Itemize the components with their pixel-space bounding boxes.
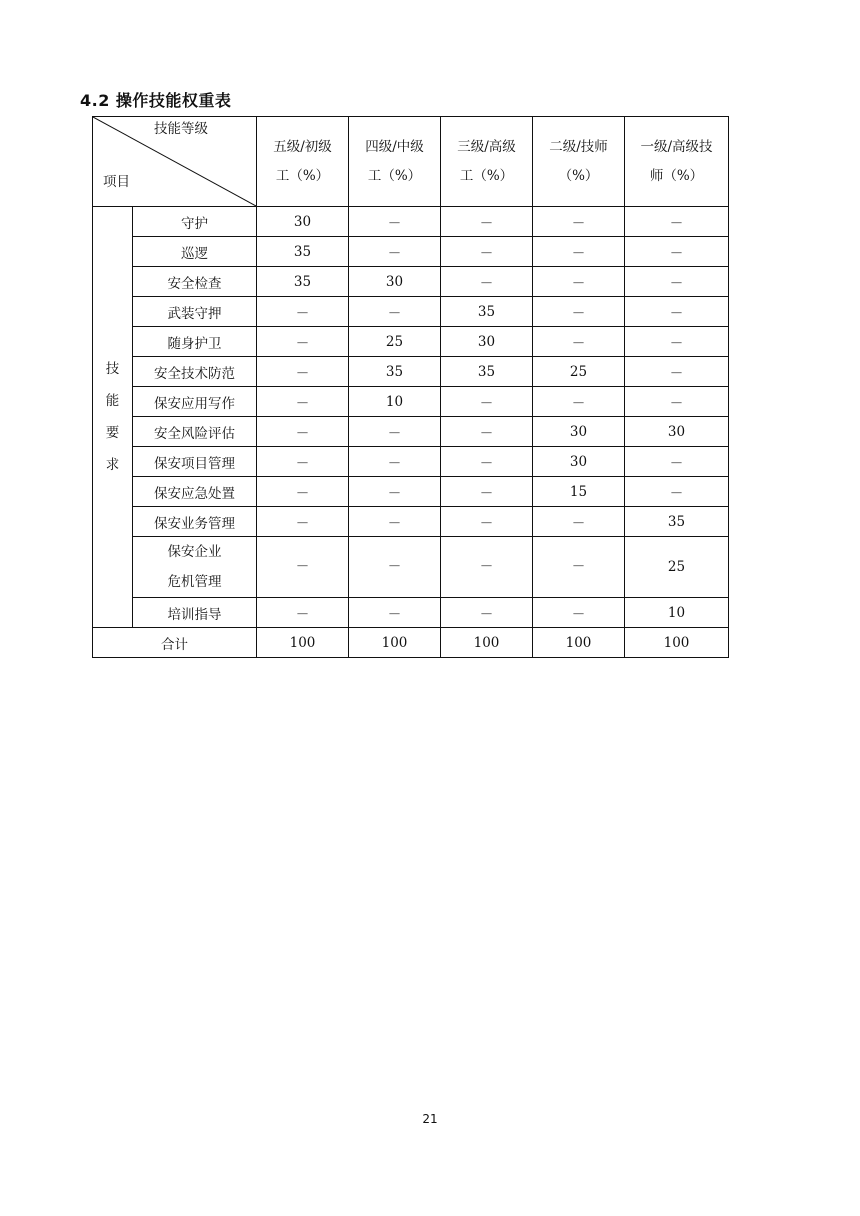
column-header-level2 bbox=[533, 117, 625, 207]
table-cell: － bbox=[441, 507, 533, 537]
table-cell: 25 bbox=[349, 327, 441, 357]
table-cell: 30 bbox=[441, 327, 533, 357]
table-cell: － bbox=[257, 598, 349, 628]
table-row bbox=[93, 207, 729, 237]
column-header-level5 bbox=[257, 117, 349, 207]
table-cell: － bbox=[533, 327, 625, 357]
table-cell: － bbox=[257, 327, 349, 357]
column-header-line1: 五级/初级 bbox=[273, 138, 332, 155]
table-cell: － bbox=[625, 477, 729, 507]
header-row bbox=[93, 117, 729, 207]
table-row bbox=[93, 237, 729, 267]
table-cell: － bbox=[533, 207, 625, 237]
table-cell: 35 bbox=[257, 267, 349, 297]
table-cell: － bbox=[349, 537, 441, 598]
column-header-line1: 三级/高级 bbox=[457, 138, 516, 155]
table-cell: － bbox=[257, 387, 349, 417]
row-label: 安全技术防范 bbox=[133, 357, 257, 387]
row-label: 保安项目管理 bbox=[133, 447, 257, 477]
row-label: 守护 bbox=[133, 207, 257, 237]
row-label: 保安业务管理 bbox=[133, 507, 257, 537]
table-cell: － bbox=[441, 207, 533, 237]
table-cell: 30 bbox=[257, 207, 349, 237]
corner-item-label: 项目 bbox=[103, 174, 130, 190]
skill-weight-table bbox=[92, 116, 729, 658]
row-label-line2: 危机管理 bbox=[167, 574, 222, 590]
table-cell: 35 bbox=[625, 507, 729, 537]
row-label: 安全风险评估 bbox=[133, 417, 257, 447]
total-cell: 100 bbox=[533, 628, 625, 658]
table-row bbox=[93, 507, 729, 537]
table-cell: － bbox=[625, 267, 729, 297]
table-cell: 30 bbox=[533, 417, 625, 447]
table-cell: 15 bbox=[533, 477, 625, 507]
row-label: 安全检查 bbox=[133, 267, 257, 297]
total-label: 合计 bbox=[93, 628, 257, 658]
table-cell: 10 bbox=[625, 598, 729, 628]
table-cell: － bbox=[441, 267, 533, 297]
group-label-cell bbox=[93, 207, 133, 628]
table-cell: － bbox=[349, 207, 441, 237]
column-header-level4 bbox=[349, 117, 441, 207]
table-cell: 25 bbox=[625, 537, 729, 598]
column-header-level1 bbox=[625, 117, 729, 207]
table-cell: － bbox=[625, 357, 729, 387]
table-row bbox=[93, 537, 729, 598]
table-cell: － bbox=[533, 387, 625, 417]
table-cell: 30 bbox=[349, 267, 441, 297]
row-label: 随身护卫 bbox=[133, 327, 257, 357]
table-cell: 35 bbox=[257, 237, 349, 267]
corner-skill-level-label: 技能等级 bbox=[154, 121, 208, 137]
column-header-line2: （%） bbox=[558, 167, 599, 184]
table-cell: － bbox=[441, 237, 533, 267]
column-header-line1: 二级/技师 bbox=[549, 138, 608, 155]
table-row bbox=[93, 357, 729, 387]
table-cell: 30 bbox=[533, 447, 625, 477]
column-header-level3 bbox=[441, 117, 533, 207]
total-cell: 100 bbox=[257, 628, 349, 658]
page-number: 21 bbox=[422, 1112, 438, 1126]
table-cell: － bbox=[625, 207, 729, 237]
table-cell: － bbox=[625, 387, 729, 417]
table-cell: － bbox=[533, 598, 625, 628]
table-cell: － bbox=[349, 507, 441, 537]
corner-header-cell bbox=[93, 117, 257, 207]
table-cell: － bbox=[625, 297, 729, 327]
column-header-line1: 四级/中级 bbox=[365, 138, 424, 155]
row-label: 巡逻 bbox=[133, 237, 257, 267]
table-cell: － bbox=[349, 297, 441, 327]
table-cell: － bbox=[349, 417, 441, 447]
table-cell: － bbox=[533, 297, 625, 327]
table-cell: － bbox=[257, 507, 349, 537]
table-cell: － bbox=[533, 267, 625, 297]
table-row bbox=[93, 477, 729, 507]
table-cell: － bbox=[349, 598, 441, 628]
table-cell: 35 bbox=[441, 297, 533, 327]
table-cell: － bbox=[441, 447, 533, 477]
row-label-line1: 保安企业 bbox=[167, 544, 222, 560]
table-cell: － bbox=[349, 447, 441, 477]
table-cell: － bbox=[625, 447, 729, 477]
column-header-line1: 一级/高级技 bbox=[640, 138, 713, 155]
row-label: 培训指导 bbox=[133, 598, 257, 628]
row-label: 武装守押 bbox=[133, 297, 257, 327]
section-heading: 4.2 操作技能权重表 bbox=[80, 91, 232, 110]
table-cell: － bbox=[257, 477, 349, 507]
table-row bbox=[93, 598, 729, 628]
table-row bbox=[93, 417, 729, 447]
table-cell: － bbox=[533, 237, 625, 267]
total-cell: 100 bbox=[349, 628, 441, 658]
row-label: 保安应急处置 bbox=[133, 477, 257, 507]
table-cell: － bbox=[533, 507, 625, 537]
table-row bbox=[93, 447, 729, 477]
column-header-line2: 师（%） bbox=[649, 167, 704, 184]
table-cell: － bbox=[257, 357, 349, 387]
table-cell: － bbox=[533, 537, 625, 598]
table-cell: 30 bbox=[625, 417, 729, 447]
total-cell: 100 bbox=[441, 628, 533, 658]
table-cell: － bbox=[441, 477, 533, 507]
total-cell: 100 bbox=[625, 628, 729, 658]
table-cell: － bbox=[349, 237, 441, 267]
table-cell: － bbox=[441, 387, 533, 417]
table-cell: － bbox=[625, 237, 729, 267]
table-cell: － bbox=[441, 598, 533, 628]
row-label bbox=[133, 537, 257, 598]
table-row bbox=[93, 387, 729, 417]
table-row bbox=[93, 297, 729, 327]
column-header-line2: 工（%） bbox=[367, 167, 422, 184]
table-cell: 35 bbox=[441, 357, 533, 387]
column-header-line2: 工（%） bbox=[275, 167, 330, 184]
table-cell: － bbox=[441, 537, 533, 598]
table-cell: － bbox=[441, 417, 533, 447]
table-row bbox=[93, 327, 729, 357]
table-cell: 10 bbox=[349, 387, 441, 417]
table-cell: 25 bbox=[533, 357, 625, 387]
table-cell: － bbox=[257, 537, 349, 598]
group-label: 技能要求 bbox=[105, 361, 120, 473]
table-cell: － bbox=[349, 477, 441, 507]
table-cell: 35 bbox=[349, 357, 441, 387]
table-cell: － bbox=[257, 417, 349, 447]
table-cell: － bbox=[257, 447, 349, 477]
table-cell: － bbox=[257, 297, 349, 327]
column-header-line2: 工（%） bbox=[459, 167, 514, 184]
row-label: 保安应用写作 bbox=[133, 387, 257, 417]
total-row bbox=[93, 628, 729, 658]
table-row bbox=[93, 267, 729, 297]
table-cell: － bbox=[625, 327, 729, 357]
